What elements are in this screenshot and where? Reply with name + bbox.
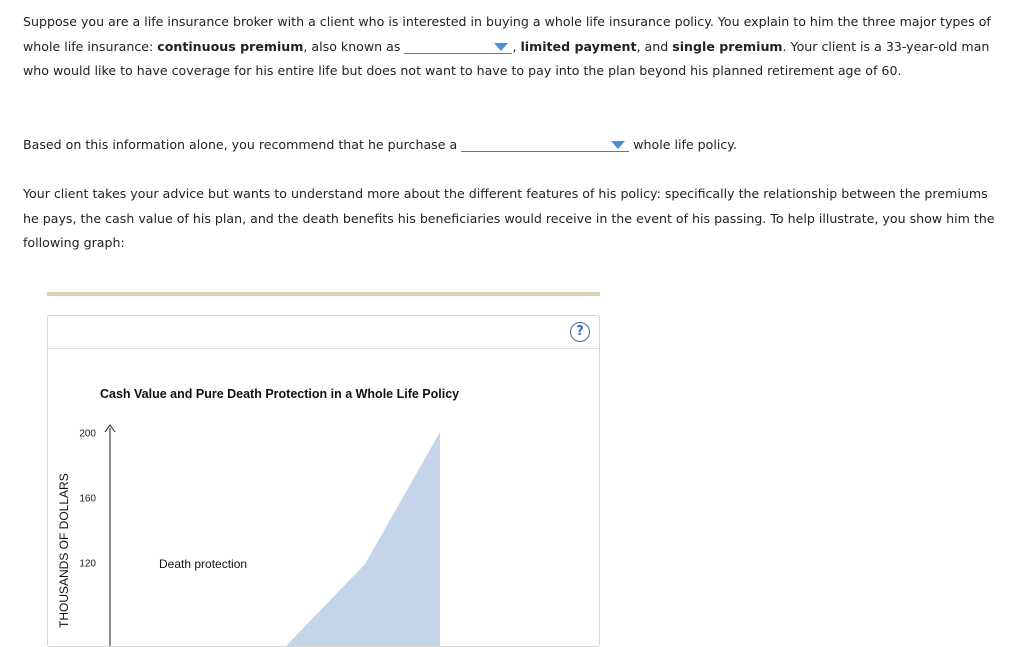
- term-continuous-premium: continuous premium: [157, 38, 304, 54]
- y-tick-label: 120: [79, 558, 96, 570]
- y-axis-ticks: [79, 429, 96, 570]
- graph-panel: [47, 315, 600, 647]
- p1-text-4: , and: [636, 38, 673, 54]
- p2-text-2: whole life policy.: [633, 137, 737, 152]
- question-paragraph-3: [23, 182, 998, 256]
- question-paragraph-1: [23, 10, 998, 84]
- question-paragraph-2: [23, 133, 998, 158]
- p1-text-1: Suppose you are a life insurance broker with a client who is interested in buying a whole life insurance policy. You explain to him the three major types of whole life insurance:: [23, 14, 991, 54]
- term-limited-payment: limited payment: [520, 38, 637, 54]
- p1-text-3: ,: [512, 38, 521, 54]
- death-protection-area: [286, 432, 440, 646]
- chart-title: Cash Value and Pure Death Protection in a Whole Life Policy: [100, 387, 460, 401]
- graph-top-divider: [47, 292, 600, 296]
- chevron-down-icon: [494, 43, 508, 51]
- help-icon[interactable]: ?: [570, 322, 590, 342]
- p3-text: Your client takes your advice but wants to understand more about the different features of his policy: specifically the relationship between the premiums he pays, the cash value of his plan, and the death benefits his beneficiaries would receive in the event of his passing. To help illustrate, you show him the following graph:: [23, 186, 995, 250]
- p2-text-1: Based on this information alone, you recommend that he purchase a: [23, 137, 458, 152]
- p1-text-5: . Your client is a 33-year-old man who would like to have coverage for his entire life but does not want to have to pay into the plan beyond his planned retirement age of 60.: [23, 38, 990, 78]
- death-protection-label: Death protection: [159, 557, 248, 571]
- policy-type-dropdown[interactable]: [461, 136, 629, 152]
- y-axis-label: THOUSANDS OF DOLLARS: [57, 473, 71, 628]
- alias-dropdown[interactable]: [404, 38, 512, 54]
- chevron-down-icon: [611, 141, 625, 149]
- y-tick-label: 200: [79, 428, 96, 440]
- term-single-premium: single premium: [672, 38, 783, 54]
- y-tick-label: 160: [79, 493, 96, 505]
- chart-svg: [48, 316, 599, 646]
- p1-text-2: , also known as: [303, 38, 405, 54]
